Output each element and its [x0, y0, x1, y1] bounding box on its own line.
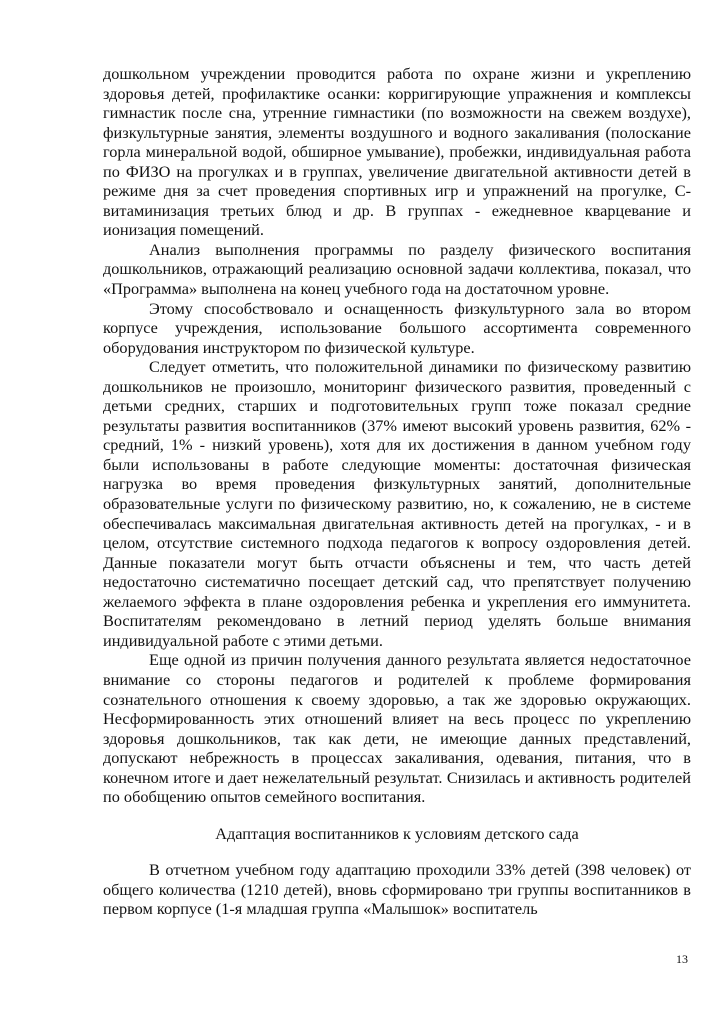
paragraph-4: Следует отметить, что положительной динамики по физическому развитию дошкольников не произошло, мониторинг физического развития, проведенный с детьми средних, старших и подготовительных групп тоже показал средние результаты развития воспитанников (37% имеют высокий уровень развития, 62% - средний, 1% - низкий уровень), хотя для их достижения в данном учебном году были использованы в работе следующие моменты: достаточная физическая нагрузка во время проведения физкультурных занятий, дополнительные образовательные услуги по физическому развитию, но, к сожалению, не в системе обеспечивалась максимальная двигательная активность детей на прогулках, - и в целом, отсутствие системного подхода педагогов к вопросу оздоровления детей. Данные показатели могут быть отчасти объяснены и тем, что часть детей недостаточно систематично посещает детский сад, что препятствует получению желаемого эффекта в плане оздоровления ребенка и укрепления его иммунитета. Воспитателям рекомендовано в летний период уделять больше внимания индивидуальной работе с этими детьми.: [103, 357, 691, 650]
paragraph-1: дошкольном учреждении проводится работа по охране жизни и укреплению здоровья детей, профилактике осанки: корригирующие упражнения и комплексы гимнастик после сна, утренние гимнастики (по возможности на свежем воздухе), физкультурные занятия, элементы воздушного и водного закаливания (полоскание горла минеральной водой, обширное умывание), пробежки, индивидуальная работа по ФИЗО на прогулках и в группах, увеличение двигательной активности детей в режиме дня за счет проведения спортивных игр и упражнений на прогулке, С-витаминизация третьих блюд и др. В группах - ежедневное кварцевание и ионизация помещений.: [103, 64, 691, 240]
section-heading: Адаптация воспитанников к условиям детского сада: [215, 823, 579, 843]
paragraph-5: Еще одной из причин получения данного результата является недостаточное внимание со стороны педагогов и родителей к проблеме формирования сознательного отношения к своему здоровью, а так же здоровью окружающих. Несформированность этих отношений влияет на весь процесс по укреплению здоровья дошкольников, так как дети, не имеющие данных представлений, допускают небрежность в процессах закаливания, одевания, питания, что в конечном итоге и дает нежелательный результат. Снизилась и активность родителей по обобщению опытов семейного воспитания.: [103, 650, 691, 807]
paragraph-3: Этому способствовало и оснащенность физкультурного зала во втором корпусе учреждения, использование большого ассортимента современного оборудования инструктором по физической культуре.: [103, 298, 691, 357]
paragraph-6: В отчетном учебном году адаптацию проходили 33% детей (398 человек) от общего количества (1210 детей), вновь сформировано три группы воспитанников в первом корпусе (1-я младшая группа «Малышок» воспитатель: [103, 860, 691, 919]
page-number: 13: [676, 952, 688, 966]
paragraph-2: Анализ выполнения программы по разделу физического воспитания дошкольников, отражающий реализацию основной задачи коллектива, показал, что «Программа» выполнена на конец учебного года на достаточном уровне.: [103, 239, 691, 299]
body-text: [103, 64, 691, 919]
